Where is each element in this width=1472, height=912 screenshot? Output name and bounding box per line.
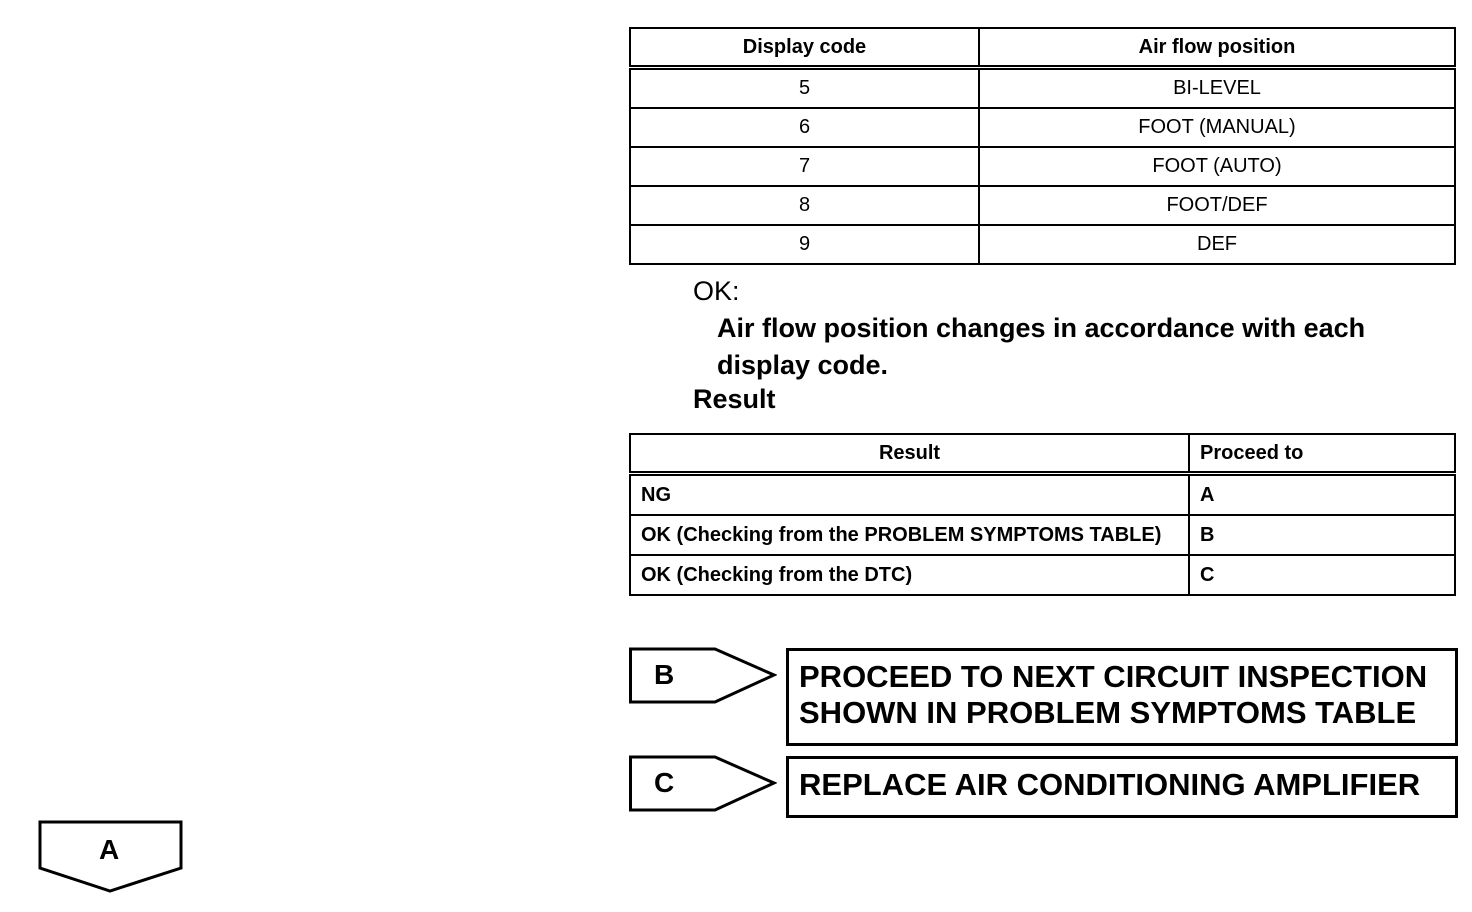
table-header-row — [630, 28, 1455, 68]
result-table — [629, 433, 1456, 596]
table-row — [630, 225, 1455, 264]
action-text: REPLACE AIR CONDITIONING AMPLIFIER — [799, 767, 1421, 802]
column-header: Result — [630, 434, 1189, 474]
table-cell: B — [1189, 515, 1455, 555]
result-b-tag — [629, 647, 777, 705]
column-header: Air flow position — [979, 28, 1455, 68]
column-header: Display code — [630, 28, 979, 68]
table-cell: 9 — [630, 225, 979, 264]
table-header-row — [630, 434, 1455, 474]
table-cell: NG — [630, 474, 1189, 516]
result-c-tag — [629, 755, 777, 813]
replace-amplifier-box — [786, 756, 1458, 818]
ok-criteria-text: Air flow position changes in accordance with each display code. — [717, 313, 1366, 380]
table-cell: C — [1189, 555, 1455, 595]
arrow-right-shape — [629, 755, 777, 813]
tag-label: C — [654, 767, 675, 798]
table-cell: 5 — [630, 68, 979, 109]
table-row — [630, 108, 1455, 147]
table-cell: OK (Checking from the PROBLEM SYMPTOMS TABLE) — [630, 515, 1189, 555]
column-header: Proceed to — [1189, 434, 1455, 474]
result-a-tag — [38, 820, 184, 894]
table-cell: FOOT (AUTO) — [979, 147, 1455, 186]
table-cell: 6 — [630, 108, 979, 147]
table-cell: A — [1189, 474, 1455, 516]
table-row — [630, 68, 1455, 109]
tag-label: A — [99, 834, 120, 865]
table-cell: BI-LEVEL — [979, 68, 1455, 109]
table-row — [630, 555, 1455, 595]
action-text: PROCEED TO NEXT CIRCUIT INSPECTION SHOWN IN PROBLEM SYMPTOMS TABLE — [799, 659, 1428, 730]
table-cell: DEF — [979, 225, 1455, 264]
airflow-position-table — [629, 27, 1456, 265]
result-heading: Result — [693, 384, 776, 414]
table-row — [630, 474, 1455, 516]
table-cell: FOOT (MANUAL) — [979, 108, 1455, 147]
table-cell: 7 — [630, 147, 979, 186]
table-row — [630, 515, 1455, 555]
ok-label: OK: — [693, 276, 740, 306]
table-row — [630, 147, 1455, 186]
table-cell: OK (Checking from the DTC) — [630, 555, 1189, 595]
table-cell: FOOT/DEF — [979, 186, 1455, 225]
table-row — [630, 186, 1455, 225]
next-circuit-inspection-box — [786, 648, 1458, 746]
arrow-right-shape — [629, 647, 777, 705]
tag-label: B — [654, 659, 675, 690]
table-cell: 8 — [630, 186, 979, 225]
